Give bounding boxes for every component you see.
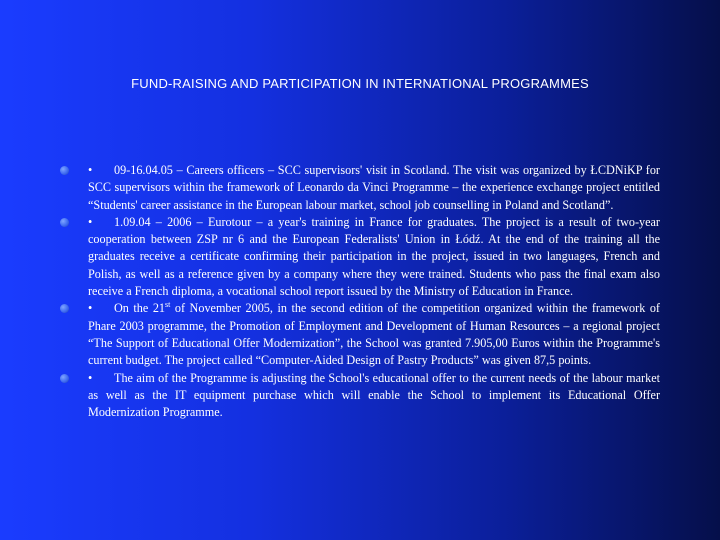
item-text-1: 09-16.04.05 – Careers officers – SCC supervisors' visit in Scotland. The visit was organized by ŁCDNiKP for SCC supervisors within the framework of Leonardo da Vinci Programme – the experience exchange project entitled “Students' career assistance in the European labour market, school job counselling in Poland and Scotland”. [88, 163, 660, 212]
bullet-icon [60, 166, 69, 175]
inner-bullet-icon: • [88, 301, 93, 316]
list-item-text [88, 214, 660, 300]
item-text-3-pre: On the 21 [114, 301, 166, 316]
inner-bullet-icon: • [88, 163, 93, 177]
slide-title: FUND-RAISING AND PARTICIPATION IN INTERNATIONAL PROGRAMMES [131, 76, 589, 91]
list-item-text [88, 370, 660, 422]
list-item [60, 300, 660, 369]
list-item [60, 370, 660, 422]
list-item [60, 214, 660, 300]
list-item-text [88, 162, 660, 214]
item-text-4: The aim of the Programme is adjusting the School's educational offer to the current needs of the labour market as well as the IT equipment purchase which will enable the School to implement its Educational Offer Modernization Programme. [88, 370, 660, 420]
inner-bullet-icon: • [88, 214, 93, 229]
list-item [60, 162, 660, 214]
bullet-list [60, 162, 660, 421]
list-item-text [88, 300, 660, 369]
bullet-icon [60, 304, 69, 313]
inner-bullet-icon: • [88, 370, 93, 385]
ordinal-suffix: st [165, 300, 171, 310]
item-text-3-post: of November 2005, in the second edition of the competition organized within the framework of Phare 2003 programme, the Promotion of Employment and Development of Human Resources – a regional project “The Support of Educational Offer Modernization”, the School was granted 7.905,00 Euros within the Programme's current budget. The project called “Computer-Aided Design of Pastry Products” was given 87,5 points. [88, 301, 660, 368]
item-text-2: 1.09.04 – 2006 – Eurotour – a year's training in France for graduates. The project is a result of two-year cooperation between ZSP nr 6 and the European Federalists' Union in Łódź. At the end of the training all the graduates receive a certificate confirming their participation in the project, issued in two languages, French and Polish, as well as a reference given by a company where they were trained. Students who pass the final exam also receive a French diploma, a vocational school report issued by the Ministry of Education in France. [88, 214, 660, 299]
bullet-icon [60, 374, 69, 383]
bullet-icon [60, 218, 69, 227]
